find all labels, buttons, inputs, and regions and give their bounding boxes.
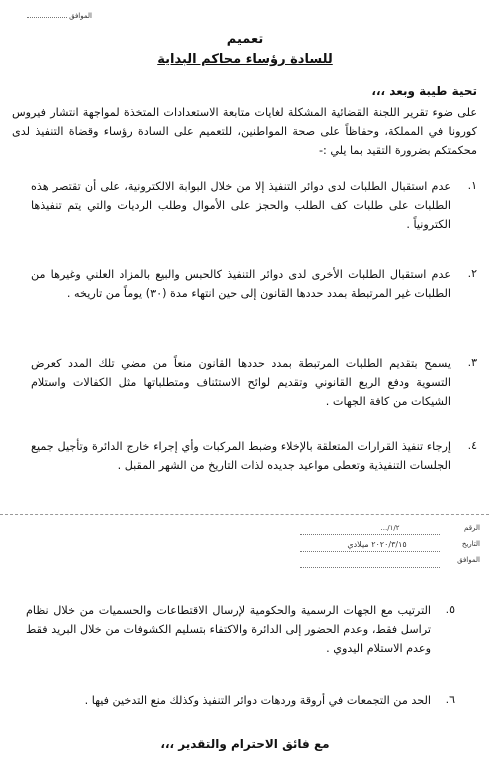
meta-date-line (300, 551, 440, 552)
item-2-number: ٢. (467, 267, 477, 280)
item-5-number: ٥. (445, 603, 455, 616)
document-subtitle: للسادة رؤساء محاكم البداية (157, 52, 333, 67)
meta-corresponding-line (300, 567, 440, 568)
item-1-text: عدم استقبال الطلبات لدى دوائر التنفيذ إلا من خلال البوابة الالكترونية، على أن تقتصر هذه الطلبات على طلبات كف الطلب والحجز على الأموال وطلب الرديات والتي يتم تنفيذها الكترونياً . (31, 180, 451, 231)
item-3-number: ٣. (467, 356, 477, 369)
meta-ref-line (300, 534, 440, 535)
item-2-text: عدم استقبال الطلبات الأخرى لدى دوائر التنفيذ كالحبس والبيع بالمزاد العلني وغيرها من الطلبات غير المرتبطة بمدد حددها القانون إلى حين انتهاء مدة (٣٠) يوماً من تاريخه . (31, 268, 451, 300)
meta-ref-label: الرقم (464, 524, 480, 532)
meta-ref-value: ١/٢/... (380, 524, 400, 532)
item-6-number: ٦. (445, 693, 455, 706)
intro-paragraph: على ضوء تقرير اللجنة القضائية المشكلة لغايات متابعة الاستعدادات المتخذة لمواجهة انتشار فيروس كورونا في المملكة، وحفاظاً على صحة المواطنين، للتعميم على السادة رؤساء وقضاة التنفيذ لدى محكمتكم بضرورة التقيد بما يلي :- (12, 106, 477, 157)
meta-corresponding-field (300, 556, 480, 564)
item-4-text: إرجاء تنفيذ القرارات المتعلقة بالإخلاء وضبط المركبات وأي إجراء خارج الدائرة وتأجيل جميع الجلسات التنفيذية وتعطى مواعيد جديده لذات التاريخ من الشهر المقبل . (31, 440, 451, 472)
meta-date-value: ٢٠٢٠/٣/١٥ ميلادي (347, 540, 407, 549)
closing-line: مع فائق الاحترام والتقدير ،،، (160, 737, 330, 751)
page-divider (0, 514, 489, 515)
item-3-text: يسمح بتقديم الطلبات المرتبطة بمدد حددها القانون منعاً من مضي تلك المدد كعرض التسوية ودفع الربع القانوني وتقديم لوائح الاستئناف ومتطلباتها مثل الكفالات واستلام الشيكات من كافة الجهات . (31, 357, 451, 408)
header-ref-field (22, 12, 92, 20)
meta-date-label: التاريخ (461, 540, 480, 548)
header-ref-line (27, 17, 67, 18)
document-title: تعميم (226, 32, 264, 47)
item-1-number: ١. (467, 179, 477, 192)
meta-corresponding-label: الموافق (457, 556, 480, 564)
header-ref-label: الموافق (69, 12, 92, 20)
item-5-text: الترتيب مع الجهات الرسمية والحكومية لإرسال الاقتطاعات والحسميات من خلال نظام تراسل فقط، وعدم الحضور إلى الدائرة والاكتفاء بتسليم الكشوفات من خلال البريد فقط وعدم الاستلام اليدوي . (26, 604, 431, 655)
item-4-number: ٤. (467, 439, 477, 452)
greeting: تحية طيبة وبعد ،،، (371, 84, 477, 98)
item-6-text: الحد من التجمعات في أروقة وردهات دوائر التنفيذ وكذلك منع التدخين فيها . (84, 694, 431, 707)
